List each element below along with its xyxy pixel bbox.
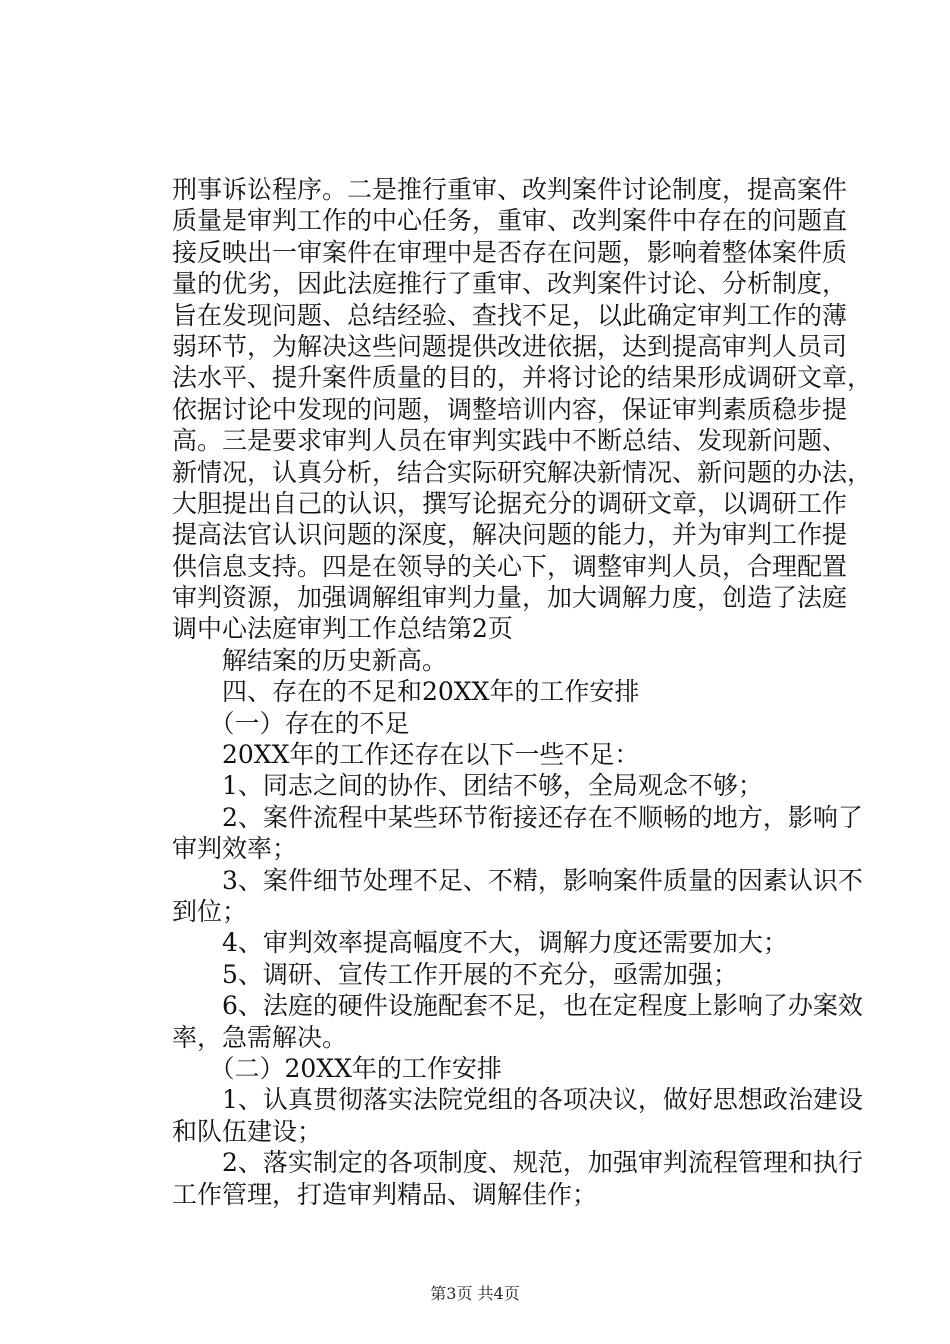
subsection-heading: （二）20XX年的工作安排 xyxy=(172,1053,502,1083)
text-line: 到位； xyxy=(172,896,248,926)
list-item: 3、案件细节处理不足、不精，影响案件质量的因素认识不 xyxy=(172,865,863,895)
list-item: 2、案件流程中某些环节衔接还存在不顺畅的地方，影响了 xyxy=(172,802,863,832)
text-line: 大胆提出自己的认识，撰写论据充分的调研文章，以调研工作 xyxy=(172,488,848,518)
text-line: 旨在发现问题、总结经验、查找不足，以此确定审判工作的薄 xyxy=(172,300,848,330)
text-line: 20XX年的工作还存在以下一些不足： xyxy=(172,740,640,770)
list-item: 5、调研、宣传工作开展的不充分，亟需加强； xyxy=(172,959,738,989)
text-line: 法水平、提升案件质量的目的，并将讨论的结果形成调研文章， xyxy=(172,363,873,393)
list-item: 1、认真贯彻落实法院党组的各项决议，做好思想政治建设 xyxy=(172,1085,863,1115)
text-line: 提高法官认识问题的深度，解决问题的能力，并为审判工作提 xyxy=(172,520,848,550)
list-item: 2、落实制定的各项制度、规范，加强审判流程管理和执行 xyxy=(172,1148,863,1178)
text-line: 审判效率； xyxy=(172,834,298,864)
document-body xyxy=(172,174,873,1210)
text-line: 弱环节，为解决这些问题提供改进依据，达到提高审判人员司 xyxy=(172,331,848,361)
text-line: 调中心法庭审判工作总结第2页 xyxy=(172,614,513,644)
text-line: 率，急需解决。 xyxy=(172,1022,348,1052)
section-heading: 四、存在的不足和20XX年的工作安排 xyxy=(172,677,640,707)
list-item: 4、审判效率提高幅度不大，调解力度还需要加大； xyxy=(172,928,788,958)
text-line: 工作管理，打造审判精品、调解佳作； xyxy=(172,1179,598,1209)
text-line: 审判资源，加强调解组审判力量，加大调解力度，创造了法庭 xyxy=(172,583,848,613)
list-item: 1、同志之间的协作、团结不够，全局观念不够； xyxy=(172,771,763,801)
text-line: 高。三是要求审判人员在审判实践中不断总结、发现新问题、 xyxy=(172,426,848,456)
text-line: 供信息支持。四是在领导的关心下，调整审判人员，合理配置 xyxy=(172,551,848,581)
text-line: 解结案的历史新高。 xyxy=(172,645,448,675)
text-line: 接反映出一审案件在审理中是否存在问题，影响着整体案件质 xyxy=(172,237,848,267)
text-line: 和队伍建设； xyxy=(172,1116,323,1146)
text-line: 质量是审判工作的中心任务，重审、改判案件中存在的问题直 xyxy=(172,206,848,236)
page-footer: 第3页 共4页 xyxy=(430,1284,520,1303)
text-line: 新情况，认真分析，结合实际研究解决新情况、新问题的办法， xyxy=(172,457,873,487)
list-item: 6、法庭的硬件设施配套不足，也在定程度上影响了办案效 xyxy=(172,991,863,1021)
text-line: 刑事诉讼程序。二是推行重审、改判案件讨论制度，提高案件 xyxy=(172,175,848,204)
subsection-heading: （一）存在的不足 xyxy=(172,708,410,738)
text-line: 量的优劣，因此法庭推行了重审、改判案件讨论、分析制度， xyxy=(172,269,848,299)
text-line: 依据讨论中发现的问题，调整培训内容，保证审判素质稳步提 xyxy=(172,394,848,424)
